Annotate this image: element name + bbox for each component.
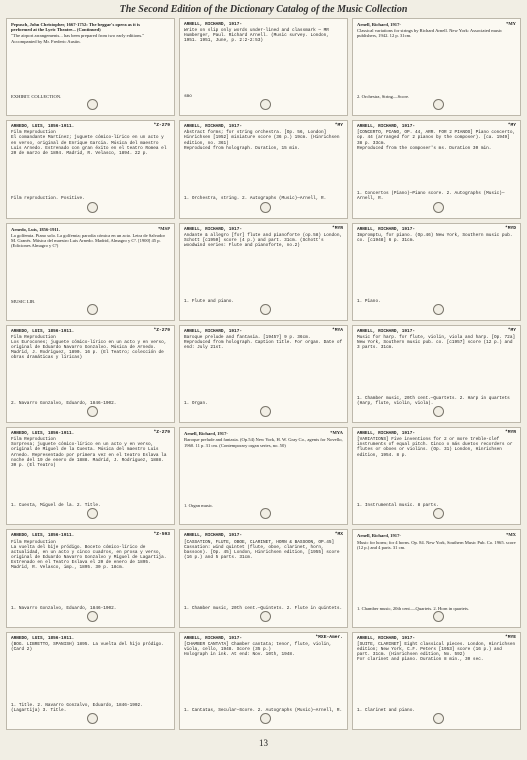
card-tracings: 1. Title. 2. Navarro Gonzalvo, Eduardo, 1846-1902. (Lagartija) 3. Title. — [11, 702, 143, 713]
call-number: *MYR — [504, 430, 516, 436]
card-heading: Arnedo, Luis, 1856-1911. — [11, 226, 60, 232]
card-arnedo-2 — [6, 223, 175, 321]
call-number: *MX — [506, 532, 516, 538]
card-heading: Pepusch, John Christopher, 1667-1752: The beggar's opera as it is performed at the Lyric Theatre... (Continued) — [11, 22, 141, 33]
card-body: Film Reproduction Sorpresa; juguete cómico-lírico en un acto y en verso, original de Miguel de la Cuesta. Música del maestro Luis Arnedo. Representado por primera vez en el teatro Eslava la noche del 19 de enero de 1888. Madrid, J. Rodriguez, 1888. 30 p. (El Teatro) — [11, 437, 167, 468]
card-body: Film Reproduction El comandante Martínez; juguete cómico-lírico en un acto y en verso, original de Enrique Garcia. Música del maestro Luis Arnedo. Estrenado con gran éxito en el teatro Romea el 20 de marzo de 1894. Madrid, R. Velasco, 1894. 22 p. — [11, 130, 167, 156]
page-title: The Second Edition of the Dictionary Catalog of the Music Collection — [119, 4, 408, 15]
card-punch-hole — [87, 304, 98, 315]
card-arnedo-6 — [6, 632, 175, 730]
card-tracings: 1. Organ music. — [184, 503, 214, 509]
card-body: [VARIATIONS] Five inventions for 2 or more treble-clef instruments of equal pitch. Cinco o más duetos recorders or flutes or oboes or violins. (Op. 31) London, Hinrichsen edition, 1954. 8 p. — [357, 437, 513, 458]
card-punch-hole — [433, 611, 444, 622]
card-punch-hole — [260, 99, 271, 110]
card-body: Music for horns; for 4 horns. Op. 84. New York, Southern Music Pub. Co. 1965. score (12 p.) and 4 parts. 31 cm. — [357, 539, 516, 550]
card-body: Music for harp. for flute, violin, viola and harp. [Op. 72a] New York, Southern music pub. co. [c1957] score (12 p.) and 3 parts. 31cm. — [357, 334, 516, 351]
card-arnell-13 — [179, 632, 348, 730]
card-tracings: 1. Chamber music, 20th cent.—Quintets. 2. Flute in quintets. — [184, 605, 343, 611]
card-punch-hole — [87, 406, 98, 417]
card-tracings: 1. Instrumental music. 8 parts. — [357, 503, 439, 509]
card-tracings: 1. Chamber music, 20th cent.—Quartets. 2. Harp in quartets (Harp, flute, violin, viola). — [357, 395, 510, 407]
call-number: *Z-279 — [153, 123, 170, 129]
card-punch-hole — [87, 713, 98, 724]
card-arnell-7 — [179, 325, 348, 423]
card-heading: ARNEDO, LUIS, 1856-1911. — [11, 124, 75, 130]
card-punch-hole — [87, 508, 98, 519]
card-body: Film Reproduction La vuelta del bije pródigo. Boceto cómico-lírico de actualidad, en un acto y cinco cuadros, en prosa y verso, original de Eduardo Navarro Gonzalvo y Miguel de Lagartija. Estrenado en el Teatro Eslava el 20 de enero de 1895. Madrid, R. Velasco, imp., 1895. 30 p. 18cm. — [11, 539, 167, 570]
card-tracings: Film reproduction. Positive. — [11, 196, 85, 202]
card-tracings: 1. Concertos (Piano)—Piano score. 2. Autographs (Music)—Arnell, R. — [357, 191, 505, 202]
call-number: *MYE — [504, 634, 516, 640]
card-punch-hole — [433, 202, 444, 213]
card-arnell-6 — [352, 223, 521, 321]
card-heading: ARNEDO, LUIS, 1856-1911. — [11, 431, 75, 437]
card-tracings: 1. Chamber music, 20th cent.—Quartets. 2. Horn in quartets. — [357, 605, 470, 611]
page-number: 13 — [259, 738, 268, 748]
card-body: Impromptu, for piano. (Op.46) New York, Southern music pub. co. [c1948] 6 p. 31cm. — [357, 232, 513, 243]
card-heading: Arnell, Richard, 1917- — [357, 22, 401, 27]
card-body: [CHAMBER CANTATA] Chamber cantata; tenor, flute, violin, viola, cello, 1948. Score (35 p.) Holograph in ink. At end: Nov. 10th, 1948. — [184, 641, 332, 657]
call-number: *MX — [334, 532, 343, 538]
card-heading: ARNELL, RICHARD, 1917- — [184, 124, 242, 130]
card-body: Write on slip only words under-lined and classmark — MR Humberger, Paul. Richard Arnell. (Music survey. London, 1951. 1951, June, p. 2:2-2:53) — [184, 28, 329, 44]
call-number: *MYR — [331, 225, 343, 231]
card-punch-hole — [87, 202, 98, 213]
card-punch-hole — [433, 713, 444, 724]
card-tracings: MUSIC LIB. — [11, 298, 36, 304]
card-arnell-3 — [179, 120, 348, 218]
call-number: *Z-593 — [153, 532, 170, 538]
card-heading: ARNELL, RICHARD, 1917- — [184, 533, 242, 539]
card-body: [CONCERTO, PIANO, OP. 44, ARR. FOR 2 PIANOS] Piano concerto, op. 44 (arranged for 2 pianos by the composer). [ca. 1949] 38 p. 33cm. Reproduced from the composer's ms. Duration 30 min. — [357, 130, 516, 151]
card-heading: Arnell, Richard, 1917- — [184, 431, 228, 437]
card-tracings: EXHIBIT. COLLECTION. — [11, 94, 62, 100]
card-body: Andante & allegro [for] flute and pianoforte (op.58) London, Schott [c1950] score (4 p.) and part. 31cm. (Schott's woodwind series: Flute and pianoforte, no.2) — [184, 232, 343, 248]
card-punch-hole — [260, 406, 271, 417]
card-tracings: 1. Cuesta, Miguel de la. 2. Title. — [11, 503, 101, 509]
card-body: "The airport arrangements... has been prepared from two early editions." Accompanied by Mr. Frederic Austin. — [11, 33, 145, 44]
card-arnedo-3 — [6, 325, 175, 423]
card-arnell-8 — [352, 325, 521, 423]
card-arnell-4 — [352, 120, 521, 218]
card-tracings: 1. Piano. — [357, 298, 381, 304]
card-arnedo-1 — [6, 120, 175, 218]
card-arnell-10 — [352, 427, 521, 525]
card-tracings: smo — [184, 94, 192, 100]
call-number: *MYD — [504, 225, 516, 231]
card-punch-hole — [433, 508, 444, 519]
card-arnell-9 — [179, 427, 348, 525]
card-arnell-1 — [179, 18, 348, 116]
card-heading: ARNELL, RICHARD, 1917- — [357, 226, 415, 232]
card-heading: ARNELL, RICHARD, 1917- — [357, 328, 415, 334]
card-pepusch — [6, 18, 175, 116]
card-tracings: 1. Flute and piano. — [184, 298, 235, 304]
card-punch-hole — [433, 99, 444, 110]
card-body: Baroque prelude and fantasia. (Op.54) New York, H. W. Gray Co., agents for Novello, 1960. 11 p. 31 cm. (Contemporary organ series, no. 50) — [184, 437, 343, 448]
card-punch-hole — [433, 304, 444, 315]
card-heading: ARNELL, RICHARD, 1917- — [184, 226, 242, 232]
call-number: *MYA — [330, 430, 343, 436]
call-number: *MY — [506, 21, 516, 26]
card-tracings: 1. Organ. — [184, 401, 208, 407]
card-heading: ARNELL, RICHARD, 1917- — [184, 635, 242, 641]
catalog-card-grid — [6, 18, 521, 730]
card-heading: ARNELL, RICHARD, 1917- — [184, 328, 242, 334]
card-arnell-14 — [352, 632, 521, 730]
card-punch-hole — [260, 713, 271, 724]
card-arnell-2 — [352, 18, 521, 116]
card-tracings: 2. Navarro Gonzalvo, Eduardo, 1846-1902. — [11, 401, 117, 407]
card-heading: ARNEDO, LUIS, 1856-1911. — [11, 533, 75, 539]
card-punch-hole — [433, 406, 444, 417]
card-body: (BOG. LIBRETTO, SPANISH) 1895. La vuelta del hijo pródigo. (Card 2) — [11, 641, 164, 652]
call-number: *MY — [334, 123, 343, 129]
card-body: Film Reproduction Los Eurocones; juguete cómico-lírico en un acto y en verso, original de Eduardo Navarro Gonzalvo. Música de Arnedo. Madrid, J. Rodriguez, 1890. 16 p. (El Teatro; colección de obras dramáticas y líricas) — [11, 334, 167, 361]
call-number: *MSP — [158, 225, 170, 231]
card-punch-hole — [260, 611, 271, 622]
card-arnell-12 — [352, 529, 521, 627]
card-heading: Arnell, Richard, 1917- — [357, 533, 401, 539]
card-body: Classical variations for strings by Richard Arnell. New York: Associated music publishers, 1942. 12 p. 31cm. — [357, 28, 503, 39]
card-heading: ARNEDO, LUIS, 1856-1911. — [11, 635, 75, 641]
call-number: *MXE-Amer. — [315, 634, 343, 640]
card-tracings: 1. Orchestra, string. 2. Autographs (Music)—Arnell, R. — [184, 196, 327, 202]
card-heading: ARNELL, RICHARD, 1917- — [357, 124, 415, 130]
card-tracings: 1. Clarinet and piano. — [357, 707, 415, 713]
card-arnedo-4 — [6, 427, 175, 525]
card-punch-hole — [260, 304, 271, 315]
card-punch-hole — [260, 202, 271, 213]
card-tracings: 2. Orchestra, String—Score. — [357, 94, 410, 100]
card-body: Abstract forms; for string orchestra. [Op. 56, London] Hinrichsen [1952] miniature score (36 p.) 19cm. (Hinrichsen edition, no. 361) Reproduced from holograph. Duration, 15 min. — [184, 130, 340, 151]
card-body: Baroque prelude and fantasia. [1945?] 9 p. 36cm. Reproduced from holograph. Caption title. For organ. Date of end: July 21st. — [184, 334, 343, 351]
card-body: La golfemia. Piano solo. La golfemia; parodia cómica en un acto. Letra de Salvador M. Granés. Música del maestro Luis Arnedo. Madrid, Almagro y Cª. [1900] 45 p. (Ediciones Almagro y Cª) — [11, 232, 166, 249]
card-arnedo-5 — [6, 529, 175, 627]
call-number: *MY — [507, 327, 516, 333]
call-number: *Z-279 — [153, 327, 170, 333]
card-punch-hole — [87, 611, 98, 622]
card-punch-hole — [260, 508, 271, 519]
card-tracings: 1. Navarro Gonzalvo, Eduardo, 1846-1902. — [11, 605, 117, 611]
card-tracings: 1. Cantatas, Secular—Score. 2. Autographs (Music)—Arnell, R. — [184, 707, 343, 713]
card-heading: ARNEDO, LUIS, 1856-1911. — [11, 328, 75, 334]
card-heading: ARNELL, RICHARD, 1917- — [184, 22, 242, 27]
call-number: *Z-279 — [153, 430, 170, 436]
card-heading: ARNELL, RICHARD, 1917- — [357, 431, 415, 437]
call-number: *MY — [507, 123, 516, 129]
card-body: [CASSATION, FLUTE, OBOE, CLARINET, HORN & BASSOON, OP.45] Cassation: wind quintet (flute, oboe, clarinet, horn, bassoon). [Op. 45] London, Hinrichsen edition, [1955] score (16 p.) and 5 parts. 31cm. — [184, 539, 340, 560]
card-arnell-5 — [179, 223, 348, 321]
card-heading: ARNELL, RICHARD, 1917- — [357, 635, 415, 641]
card-body: [SUITE, CLARINET] Eight classical pieces. London, Hinrichsen edition; New York, C.F. Peters [1953] score (16 p.) and part. 31cm. (Hinrichsen edition, No. 592) For clarinet and piano. Duration 8 min., 30 sec. — [357, 641, 516, 663]
card-punch-hole — [87, 99, 98, 110]
call-number: *MYA — [331, 327, 343, 333]
card-arnell-11 — [179, 529, 348, 627]
